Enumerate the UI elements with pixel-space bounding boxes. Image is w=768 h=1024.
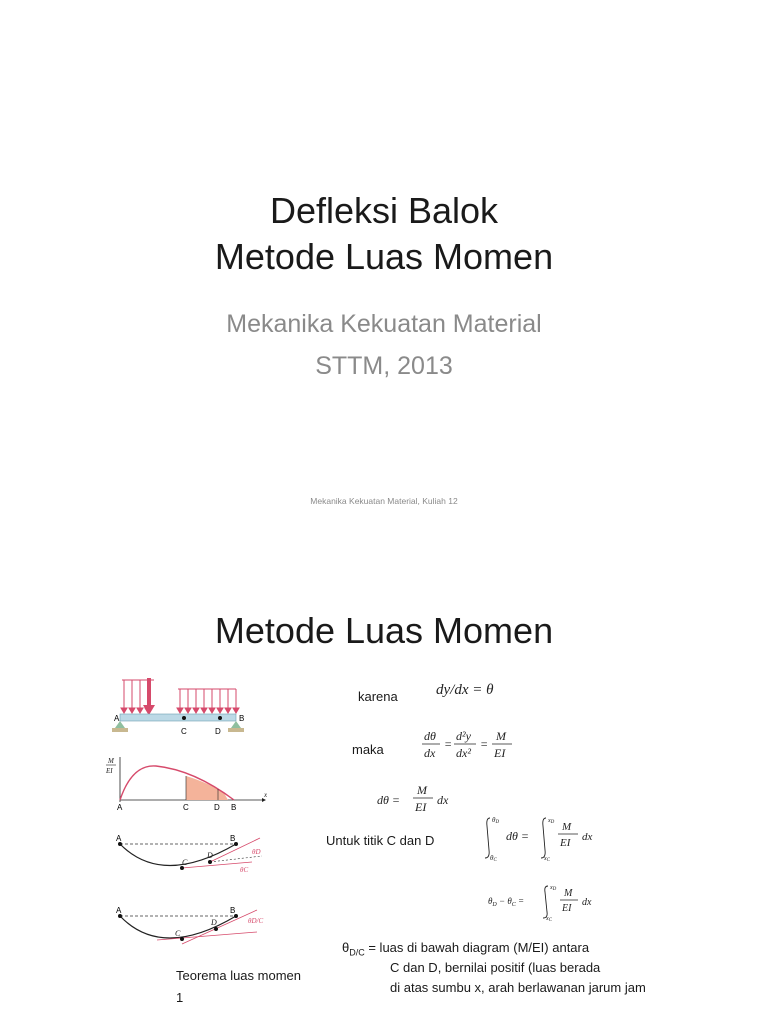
distributed-load-right — [177, 689, 239, 713]
eq2-equals-2: = — [480, 737, 489, 751]
int2-dx: dx — [582, 831, 593, 843]
eq2-mid-num: d²y — [456, 729, 471, 743]
int3-lower: xC — [546, 916, 553, 923]
label-d3: D — [207, 851, 213, 860]
int3-den: EI — [562, 903, 572, 914]
slide1-subtitle-line2: STTM, 2013 — [315, 352, 453, 380]
shaded-area — [186, 776, 228, 800]
tangent-c-2 — [157, 932, 257, 940]
label-ei: EI — [106, 767, 113, 775]
label-karena: karena — [358, 689, 398, 704]
point-d-2 — [214, 927, 218, 931]
label-theta-c: θC — [240, 866, 249, 874]
theorem-title-line2: 1 — [176, 990, 184, 1005]
slide1-subtitle-line1: Mekanika Kekuatan Material — [226, 310, 542, 338]
int3-num: M — [564, 888, 573, 899]
eq3-num: M — [417, 783, 427, 797]
slide1-title-line1: Defleksi Balok — [269, 190, 499, 231]
label-theta-dc: θD/C — [248, 917, 264, 925]
ground-left — [112, 728, 128, 732]
elastic-curve — [120, 844, 236, 866]
deflection-figure-2 — [112, 902, 272, 954]
label-c2: C — [183, 803, 189, 812]
eq5-lhs: $\theta_D - \theta_C$ = — [488, 896, 525, 908]
equation-theta-difference — [486, 880, 606, 924]
label-d: D — [215, 727, 221, 736]
integral-sign-3 — [543, 886, 548, 918]
label-a3: A — [116, 834, 122, 843]
eq3-lhs: dθ = — [377, 793, 400, 807]
int3-upper: xD — [550, 885, 557, 892]
int1-body: dθ = — [506, 829, 529, 843]
eq2-rhs-num: M — [496, 729, 506, 743]
label-b3: B — [230, 834, 236, 843]
beam-load-figure — [112, 675, 262, 740]
label-m: M — [108, 757, 114, 765]
int1-upper: θD — [492, 816, 500, 825]
label-theta-d: θD — [252, 848, 261, 856]
point-load-arrow — [143, 678, 155, 715]
eq2-equals-1: = — [444, 737, 453, 751]
label-d4: D — [211, 918, 217, 927]
point-d-dot — [218, 716, 222, 720]
label-a2: A — [117, 803, 123, 812]
eq2-rhs-den: EI — [494, 746, 506, 760]
label-maka: maka — [352, 742, 384, 757]
theta-subscript: D/C — [349, 947, 365, 958]
label-c: C — [181, 727, 187, 736]
label-d2: D — [214, 803, 220, 812]
int1-lower: θC — [490, 854, 497, 863]
int3-dx: dx — [582, 897, 592, 908]
moment-diagram — [104, 752, 272, 814]
label-c4: C — [175, 929, 181, 938]
eq2-mid-den: dx² — [456, 746, 471, 760]
int2-den: EI — [560, 837, 571, 849]
int2-lower: xC — [544, 856, 551, 863]
label-c3: C — [182, 858, 188, 867]
slide1-footer: Mekanika Kekuatan Material, Kuliah 12 — [310, 496, 458, 506]
label-untuk-titik: Untuk titik C dan D — [326, 833, 435, 848]
theorem-description-line1 — [342, 940, 589, 958]
integral-sign-1 — [485, 818, 490, 858]
slide2-title: Metode Luas Momen — [214, 610, 554, 651]
point-c-2 — [180, 937, 184, 941]
point-c-dot — [182, 716, 186, 720]
integral-sign-2 — [541, 818, 546, 858]
equation-differential — [420, 726, 520, 766]
eq2-lhs-num: dθ — [424, 729, 436, 743]
int2-num: M — [562, 821, 572, 833]
ground-right — [228, 728, 244, 732]
eq3-tail: dx — [437, 793, 449, 807]
label-b2: B — [231, 803, 237, 812]
theorem-description-line3: di atas sumbu x, arah berlawanan jarum jam — [390, 980, 646, 995]
slide1-title-line2: Metode Luas Momen — [214, 236, 554, 277]
deflection-figure-1 — [112, 832, 272, 884]
equation-dy-dx: dy/dx = θ — [436, 682, 494, 698]
label-b4: B — [230, 906, 236, 915]
tangent-d-2 — [182, 910, 257, 944]
description-text-1: = luas di bawah diagram (M/EI) antara — [364, 940, 590, 955]
eq2-lhs-den: dx — [424, 746, 436, 760]
theorem-description-line2: C dan D, bernilai positif (luas berada — [390, 960, 601, 975]
label-a: A — [114, 714, 120, 723]
equation-integral — [482, 812, 602, 864]
theorem-title-line1: Teorema luas momen — [176, 968, 301, 983]
point-d — [208, 860, 212, 864]
theta-symbol: θ — [342, 940, 350, 955]
equation-dtheta — [375, 782, 465, 818]
label-b: B — [239, 714, 245, 723]
label-x: x — [264, 791, 268, 799]
label-a4: A — [116, 906, 122, 915]
horizontal-ref-d — [210, 856, 262, 862]
int2-upper: xD — [548, 818, 555, 825]
eq3-den: EI — [415, 800, 427, 814]
